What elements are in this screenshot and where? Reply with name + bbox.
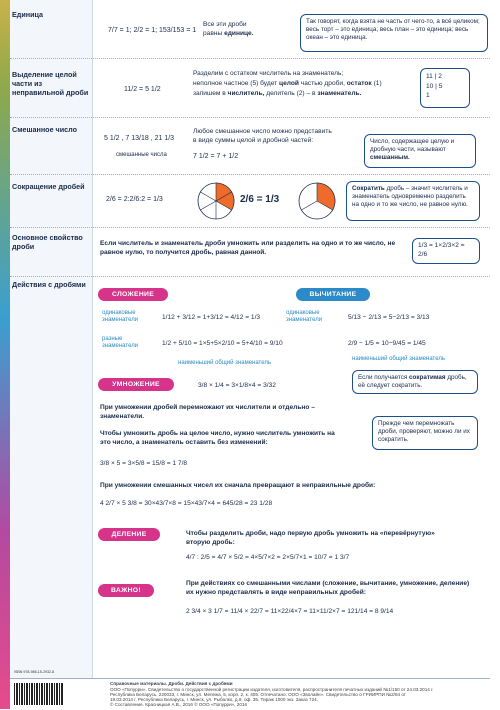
barcode — [14, 683, 64, 705]
whole-line1: Разделим с остатком числитель на знаменатель; — [193, 70, 344, 77]
sub-formula-2: 2/9 − 1/5 = 10−9/45 = 1/45 — [348, 340, 426, 347]
reduce-note-box: Сократить дробь – значит числитель и знаменатель одновременно разделить на одно и то же число, не равное нулю. — [346, 181, 480, 221]
footer-line5: © Составление. Красницкая А.В., 2016 © ООО «Попурри», 2016 — [110, 702, 247, 707]
long-division-box — [420, 68, 470, 108]
whole-line3: запишем в числитель, делитель (2) – в знаменатель. — [193, 90, 362, 97]
footer-title: Справочные материалы. Дроби. Действия с дробями — [110, 681, 233, 686]
mixed-text2: в виде суммы целой и дробной частей: — [193, 137, 314, 144]
add-lcd-note: наименьший общий знаменатель — [178, 360, 271, 366]
imp-text: При действиях со смешанными числами (сложение, вычитание, умножение, деление) их нужно представлять в виде неправильных дробей: — [186, 580, 470, 596]
mul-text-2: Чтобы умножить дробь на целое число, нужно числитель умножить на это число, а знаменатель оставить без изменений: — [100, 430, 335, 446]
div-formula: 4/7 : 2/5 = 4/7 × 5/2 = 4×5/7×2 = 2×5/7×1 = 10/7 = 1 3/7 — [186, 554, 350, 561]
div-mid: 10 | 5 — [426, 82, 443, 90]
mul-text-3: При умножении смешанных чисел их сначала превращают в неправильные дроби: — [100, 482, 376, 489]
pill-subtraction: ВЫЧИТАНИЕ — [296, 288, 370, 301]
div-bot: 1 — [426, 92, 430, 100]
reduce-formula: 2/6 = 2:2/6:2 = 1/3 — [106, 196, 163, 203]
mul-note-box: Прежде чем перемножать дроби, проверяют, можно ли их сократить. — [372, 416, 478, 450]
pill-division: ДЕЛЕНИЕ — [98, 528, 160, 541]
label-property: Основное свойство дроби — [12, 233, 83, 251]
unit-text-b: равны единице. — [203, 30, 254, 37]
sub-tag-same: одинаковые знаменатели — [286, 310, 323, 324]
unit-text-a: Все эти дроби — [203, 21, 247, 28]
sub-formula-1: 5/13 − 2/13 = 5−2/13 = 3/13 — [348, 314, 430, 321]
mul-text-1: При умножении дробей перемножают их числители и отдельно – знаменатели. — [100, 404, 315, 420]
pie-six-slices — [196, 181, 236, 221]
mixed-text1: Любое смешанное число можно представить — [193, 128, 332, 135]
reduce-big-equation: 2/6 = 1/3 — [240, 194, 280, 205]
mul-formula-3: 4 2/7 × 5 3/8 = 30×43/7×8 = 15×43/7×4 = 645/28 = 23 1/28 — [100, 500, 273, 507]
property-text: Если числитель и знаменатель дроби умножить или разделить на одно и то же число, не равное нулю, то получится дробь, равная данной. — [100, 240, 396, 256]
footer-line4: 19.03.2014 г. Республика Беларусь, г. Минск, ул. Рыбалко, д.9, оф. 35. Тираж 1000 экз. Заказ 724. — [110, 697, 318, 702]
label-mixed: Смешанное число — [12, 125, 78, 134]
div-text: Чтобы разделить дроби, надо первую дробь умножить на «перевёрнутую» вторую дробь: — [186, 530, 435, 546]
imp-formula: 2 3/4 × 3 1/7 = 11/4 × 22/7 = 11×22/4×7 = 11×11/2×7 = 121/14 = 8 9/14 — [186, 608, 394, 615]
mul-formula-1: 3/8 × 1/4 = 3×1/8×4 = 3/32 — [198, 382, 276, 389]
add-formula-1: 1/12 + 3/12 = 1+3/12 = 4/12 = 1/3 — [162, 314, 261, 321]
whole-line2: неполное частное (5) будет целой частью дроби, остаток (1) — [193, 80, 382, 87]
add-tag-different: разные знаменатели — [102, 336, 139, 350]
div-top: 11 | 2 — [426, 73, 442, 80]
unit-formula: 7/7 = 1; 2/2 = 1; 153/153 = 1 — [108, 27, 197, 34]
pill-addition: СЛОЖЕНИЕ — [98, 288, 168, 301]
label-unit: Единица — [12, 10, 44, 19]
label-operations: Действия с дробями — [12, 280, 86, 289]
mixed-formula: 5 1/2 , 7 13/18 , 21 1/3 — [104, 135, 175, 142]
mul-formula-2: 3/8 × 5 = 3×5/8 = 15/8 = 1 7/8 — [100, 460, 188, 467]
mixed-note-box: Число, содержащее целую и дробную части, называют смешанным. — [364, 134, 476, 168]
add-tag-same: одинаковые знаменатели — [102, 310, 139, 324]
whole-formula: 11/2 = 5 1/2 — [124, 86, 161, 93]
isbn-text: ISBN 978-985-15-2932-8 — [14, 670, 55, 674]
unit-note-box: Так говорят, когда взята не часть от чего-то, а всё целиком; весь торт – это единица; весь план – это единица; весь океан – это единица. — [300, 14, 488, 52]
label-reduce: Сокращение дробей — [12, 182, 85, 191]
footer-line3: Республика Беларусь, 220033, г. Минск, ул. Мележа, 5, корп. 2, к. 405. Отпечатано: ООО «Зволайн». Свидетельство о ГРИИРПИ №2/84 от — [110, 692, 406, 697]
mixed-formula2: 7 1/2 = 7 + 1/2 — [193, 153, 239, 160]
label-whole: Выделение целой части из неправильной дроби — [12, 70, 89, 97]
decorative-stripe — [0, 0, 10, 709]
pill-important: ВАЖНО! — [98, 584, 154, 597]
pill-multiplication: УМНОЖЕНИЕ — [98, 378, 174, 391]
mixed-caption: смешанные числа — [116, 152, 167, 158]
add-formula-2: 1/2 + 5/10 = 1×5+5×2/10 = 5+4/10 = 9/10 — [162, 340, 283, 347]
sub-note-box: Если получается сократимая дробь, её следует сократить. — [352, 370, 478, 394]
pie-three-slices — [297, 181, 337, 221]
footer-line2: ООО «Попурри». Свидетельство о государственной регистрации издателя, изготовителя, распространителя печатных изданий №1/150 от 24.03.2014 г. — [110, 687, 434, 692]
sub-lcd-note: наименьший общий знаменатель — [352, 356, 445, 362]
property-formula-box: 1/3 = 1×2/3×2 = 2/6 — [412, 238, 480, 264]
